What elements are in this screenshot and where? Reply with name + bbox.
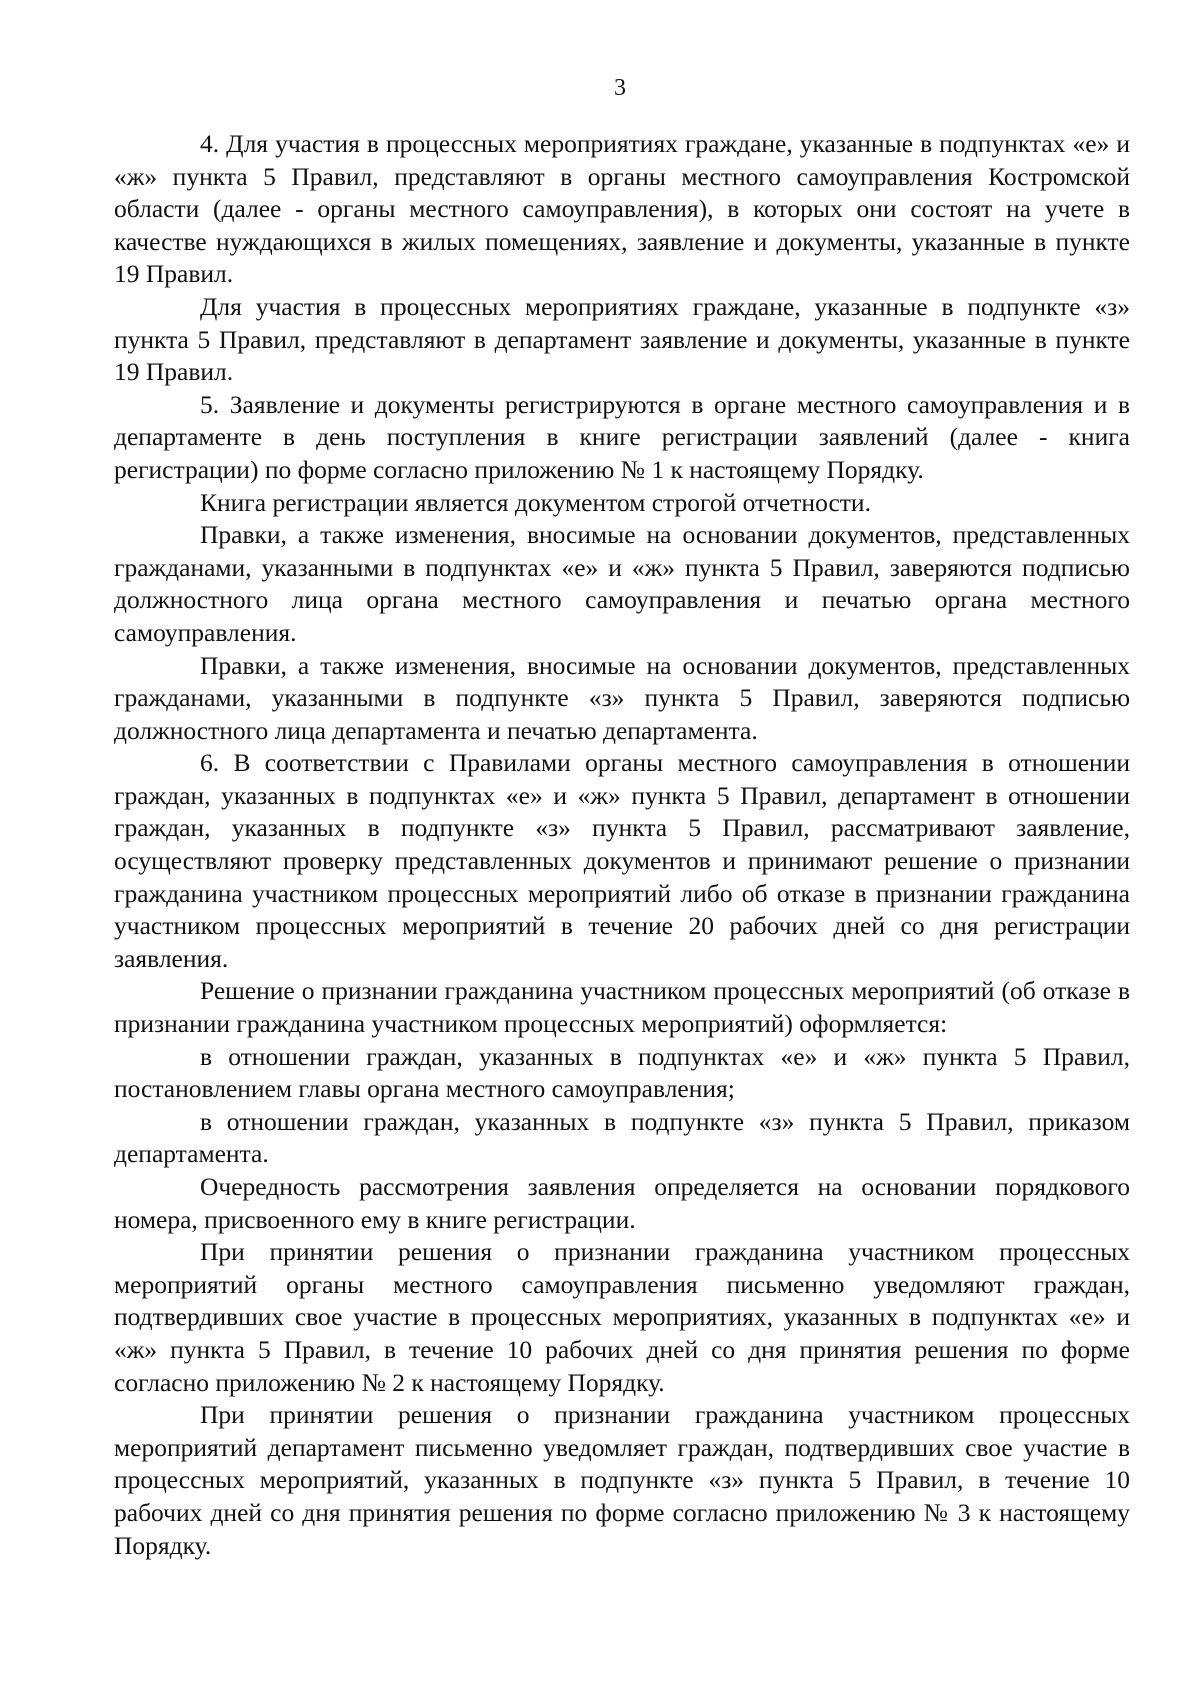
paragraph-6-decision-department: в отношении граждан, указанных в подпункте «з» пункта 5 Правил, приказом департамента. <box>114 1106 1130 1169</box>
paragraph-6-notify-department: При принятии решения о признании гражданина участником процессных мероприятий департамент письменно уведомляет граждан, подтвердивших свое участие в процессных мероприятий, указанных в подпункте «з» пункта 5 Правил, в течение 10 рабочих дней со дня принятия решения по форме согласно приложению № 3 к настоящему Порядку. <box>114 1400 1130 1560</box>
document-body <box>114 128 1130 1562</box>
paragraph-4: 4. Для участия в процессных мероприятиях граждане, указанные в подпунктах «е» и «ж» пункта 5 Правил, представляют в органы местного самоуправления Костромской области (далее - органы местного самоуправления), в которых они состоят на учете в качестве нуждающихся в жилых помещениях, заявление и документы, указанные в пункте 19 Правил. <box>114 129 1130 289</box>
paragraph-4-cont: Для участия в процессных мероприятиях граждане, указанные в подпункте «з» пункта 5 Правил, представляют в департамент заявление и документы, указанные в пункте 19 Правил. <box>114 291 1130 387</box>
paragraph-6-decision-local: в отношении граждан, указанных в подпунктах «е» и «ж» пункта 5 Правил, постановлением главы органа местного самоуправления; <box>114 1041 1130 1104</box>
paragraph-5-edits-local: Правки, а также изменения, вносимые на основании документов, представленных гражданами, указанными в подпунктах «е» и «ж» пункта 5 Правил, заверяются подписью должностного лица органа местного самоуправления и печатью органа местного самоуправления. <box>114 520 1130 647</box>
paragraph-6: 6. В соответствии с Правилами органы местного самоуправления в отношении граждан, указанных в подпунктах «е» и «ж» пункта 5 Правил, департамент в отношении граждан, указанных в подпункте «з» пункта 5 Правил, рассматривают заявление, осуществляют проверку представленных документов и принимают решение о признании гражданина участником процессных мероприятий либо об отказе в признании гражданина участником процессных мероприятий в течение 20 рабочих дней со дня регистрации заявления. <box>114 748 1130 973</box>
paragraph-5: 5. Заявление и документы регистрируются в органе местного самоуправления и в департаменте в день поступления в книге регистрации заявлений (далее - книга регистрации) по форме согласно приложению № 1 к настоящему Порядку. <box>114 389 1130 484</box>
paragraph-5-edits-department: Правки, а также изменения, вносимые на основании документов, представленных гражданами, указанными в подпункте «з» пункта 5 Правил, заверяются подписью должностного лица департамента и печатью департамента. <box>114 650 1130 745</box>
page-number: 3 <box>614 75 626 101</box>
paragraph-5-registry: Книга регистрации является документом строгой отчетности. <box>200 487 871 517</box>
paragraph-6-notify-local: При принятии решения о признании гражданина участником процессных мероприятий органы местного самоуправления письменно уведомляют граждан, подтвердивших свое участие в процессных мероприятиях, указанных в подпунктах «е» и «ж» пункта 5 Правил, в течение 10 рабочих дней со дня принятия решения по форме согласно приложению № 2 к настоящему Порядку. <box>114 1237 1130 1397</box>
paragraph-6-order: Очередность рассмотрения заявления определяется на основании порядкового номера, присвоенного ему в книге регистрации. <box>114 1172 1130 1234</box>
paragraph-6-decision: Решение о признании гражданина участником процессных мероприятий (об отказе в признании гражданина участником процессных мероприятий) оформляется: <box>114 976 1130 1039</box>
